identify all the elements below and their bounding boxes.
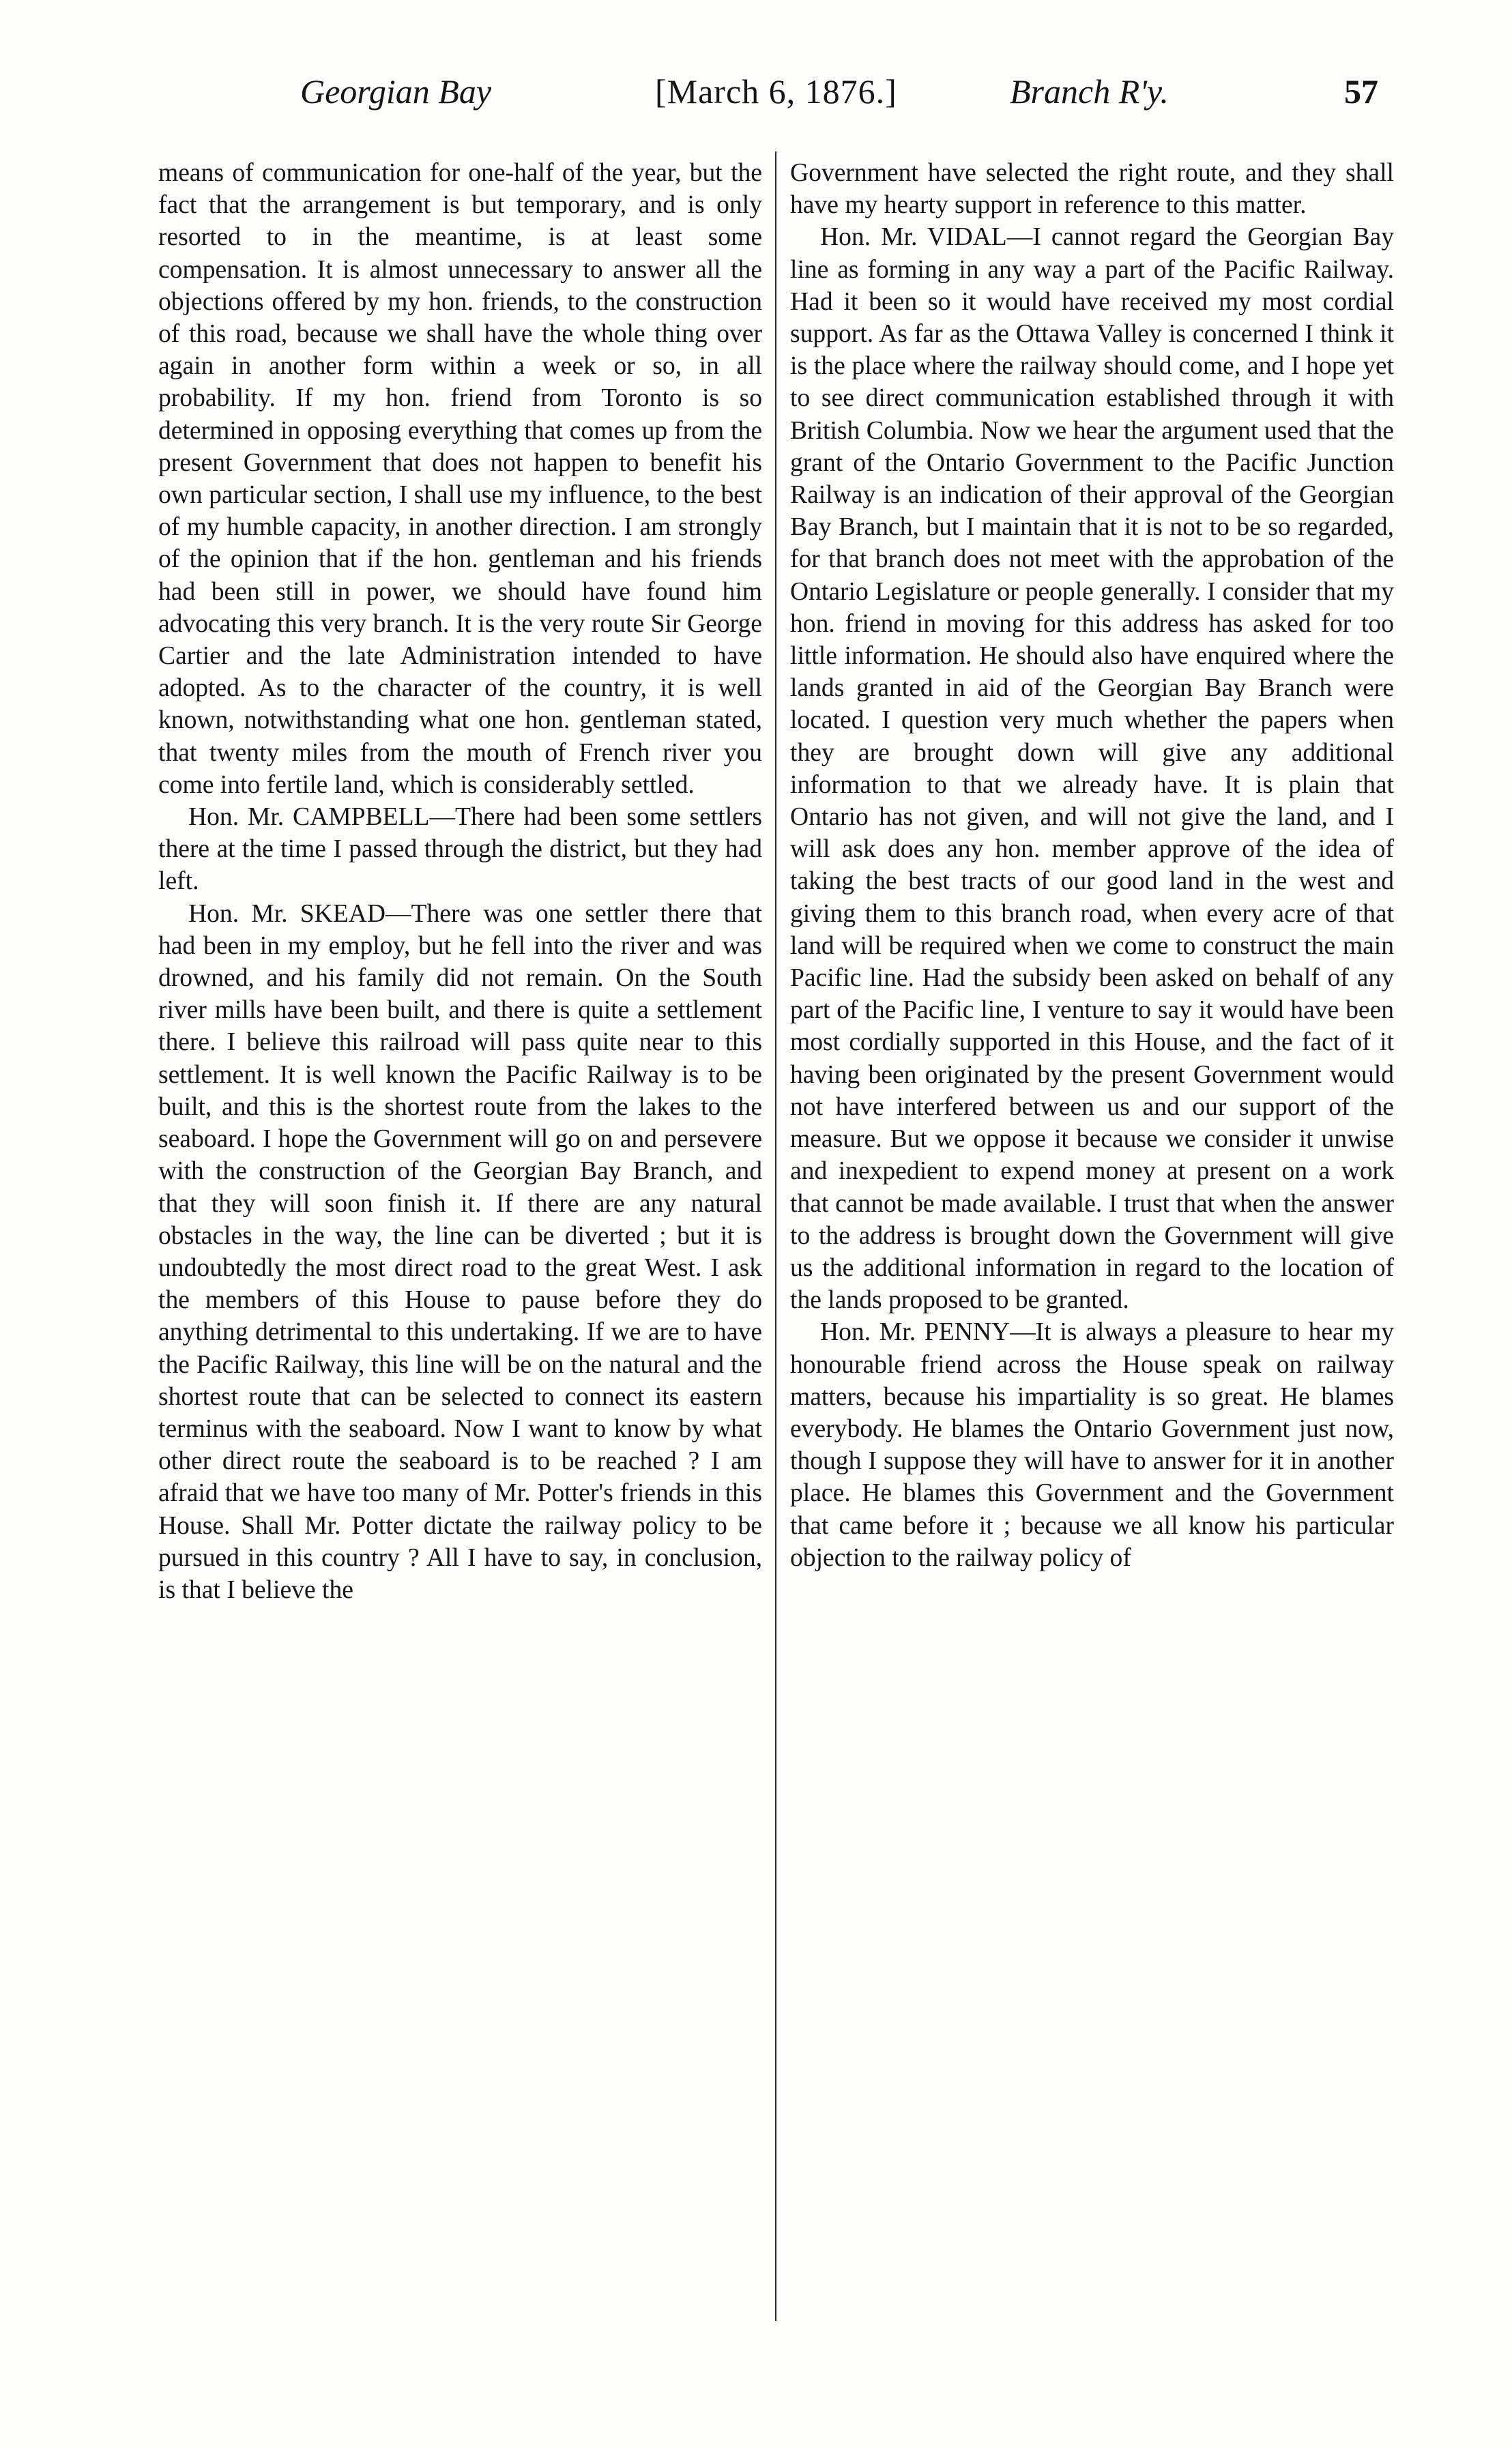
paragraph-continued: means of communication for one-half of the year, but the fact that the arrangement is but temporary, and is only resorted to in the meantime, is at least some compensation. It is almost unnecessary to answer all the objections offered by my hon. friends, to the construction of this road, because we shall have the whole thing over again in another form within a week or so, in all probability. If my hon. friend from Toronto is so determined in opposing everything that comes up from the present Government that does not happen to benefit his own particular section, I shall use my influence, to the best of my humble capacity, in another direction. I am strongly of the opinion that if the hon. gentleman and his friends had been still in power, we should have found him advocating this very branch. It is the very route Sir George Cartier and the late Administration intended to have adopted. As to the character of the country, it is well known, notwithstanding what one hon. gentleman stated, that twenty miles from the mouth of French river you come into fertile land, which is considerably settled. <box>158 159 762 799</box>
header-right-title: Branch R'y. <box>1010 72 1169 111</box>
column-divider <box>775 151 776 2321</box>
header-left-title: Georgian Bay <box>300 72 492 111</box>
header-date: [March 6, 1876.] <box>655 72 897 111</box>
right-column <box>790 157 1394 1574</box>
page-number: 57 <box>1344 72 1378 111</box>
paragraph-vidal: Hon. Mr. VIDAL—I cannot regard the Georgian Bay line as forming in any way a part of the Pacific Railway. Had it been so it would have received my most cordial support. As far as the Ottawa Valley is concerned I think it is the place where the railway should come, and I hope yet to see direct communication established through it with British Columbia. Now we hear the argument used that the grant of the Ontario Government to the Pacific Junction Railway is an indication of their approval of the Georgian Bay Branch, but I maintain that it is not to be so regarded, for that branch does not meet with the approbation of the Ontario Legislature or people generally. I consider that my hon. friend in moving for this address has asked for too little information. He should also have enquired where the lands granted in aid of the Georgian Bay Branch were located. I question very much whether the papers when they are brought down will give any additional information to that we already have. It is plain that Ontario has not given, and will not give the land, and I will ask does any hon. member approve of the idea of taking the best tracts of our good land in the west and giving them to this branch road, when every acre of that land will be required when we come to construct the main Pacific line. Had the subsidy been asked on behalf of any part of the Pacific line, I venture to say it would have been most cordially supported in this House, and the fact of it having been originated by the present Government would not have interfered between us and our support of the measure. But we oppose it because we consider it unwise and inexpedient to expend money at present on a work that cannot be made available. I trust that when the answer to the address is brought down the Government will give us the additional information in regard to the location of the lands proposed to be granted. <box>790 223 1394 1315</box>
paragraph-campbell: Hon. Mr. CAMPBELL—There had been some settlers there at the time I passed through the district, but they had left. <box>158 803 762 896</box>
paragraph-continued-right: Government have selected the right route, and they shall have my hearty support in reference to this matter. <box>790 159 1394 220</box>
running-header <box>157 72 1378 133</box>
paragraph-penny: Hon. Mr. PENNY—It is always a pleasure to hear my honourable friend across the House speak on railway matters, because his impartiality is so great. He blames everybody. He blames the Ontario Government just now, though I suppose they will have to answer for it in another place. He blames this Government and the Government that came before it ; because we all know his particular objection to the railway policy of <box>790 1318 1394 1572</box>
paragraph-skead: Hon. Mr. SKEAD—There was one settler there that had been in my employ, but he fell into the river and was drowned, and his family did not remain. On the South river mills have been built, and there is quite a settlement there. I believe this railroad will pass quite near to this settlement. It is well known the Pacific Railway is to be built, and this is the shortest route from the lakes to the seaboard. I hope the Government will go on and persevere with the construction of the Georgian Bay Branch, and that they will soon finish it. If there are any natural obstacles in the way, the line can be diverted ; but it is undoubtedly the most direct road to the great West. I ask the members of this House to pause before they do anything detrimental to this undertaking. If we are to have the Pacific Railway, this line will be on the natural and the shortest route that can be selected to connect its eastern terminus with the seaboard. Now I want to know by what other direct route the seaboard is to be reached ? I am afraid that we have too many of Mr. Potter's friends in this House. Shall Mr. Potter dictate the railway policy to be pursued in this country ? All I have to say, in conclusion, is that I believe the <box>158 899 762 1604</box>
left-column <box>158 157 762 1606</box>
